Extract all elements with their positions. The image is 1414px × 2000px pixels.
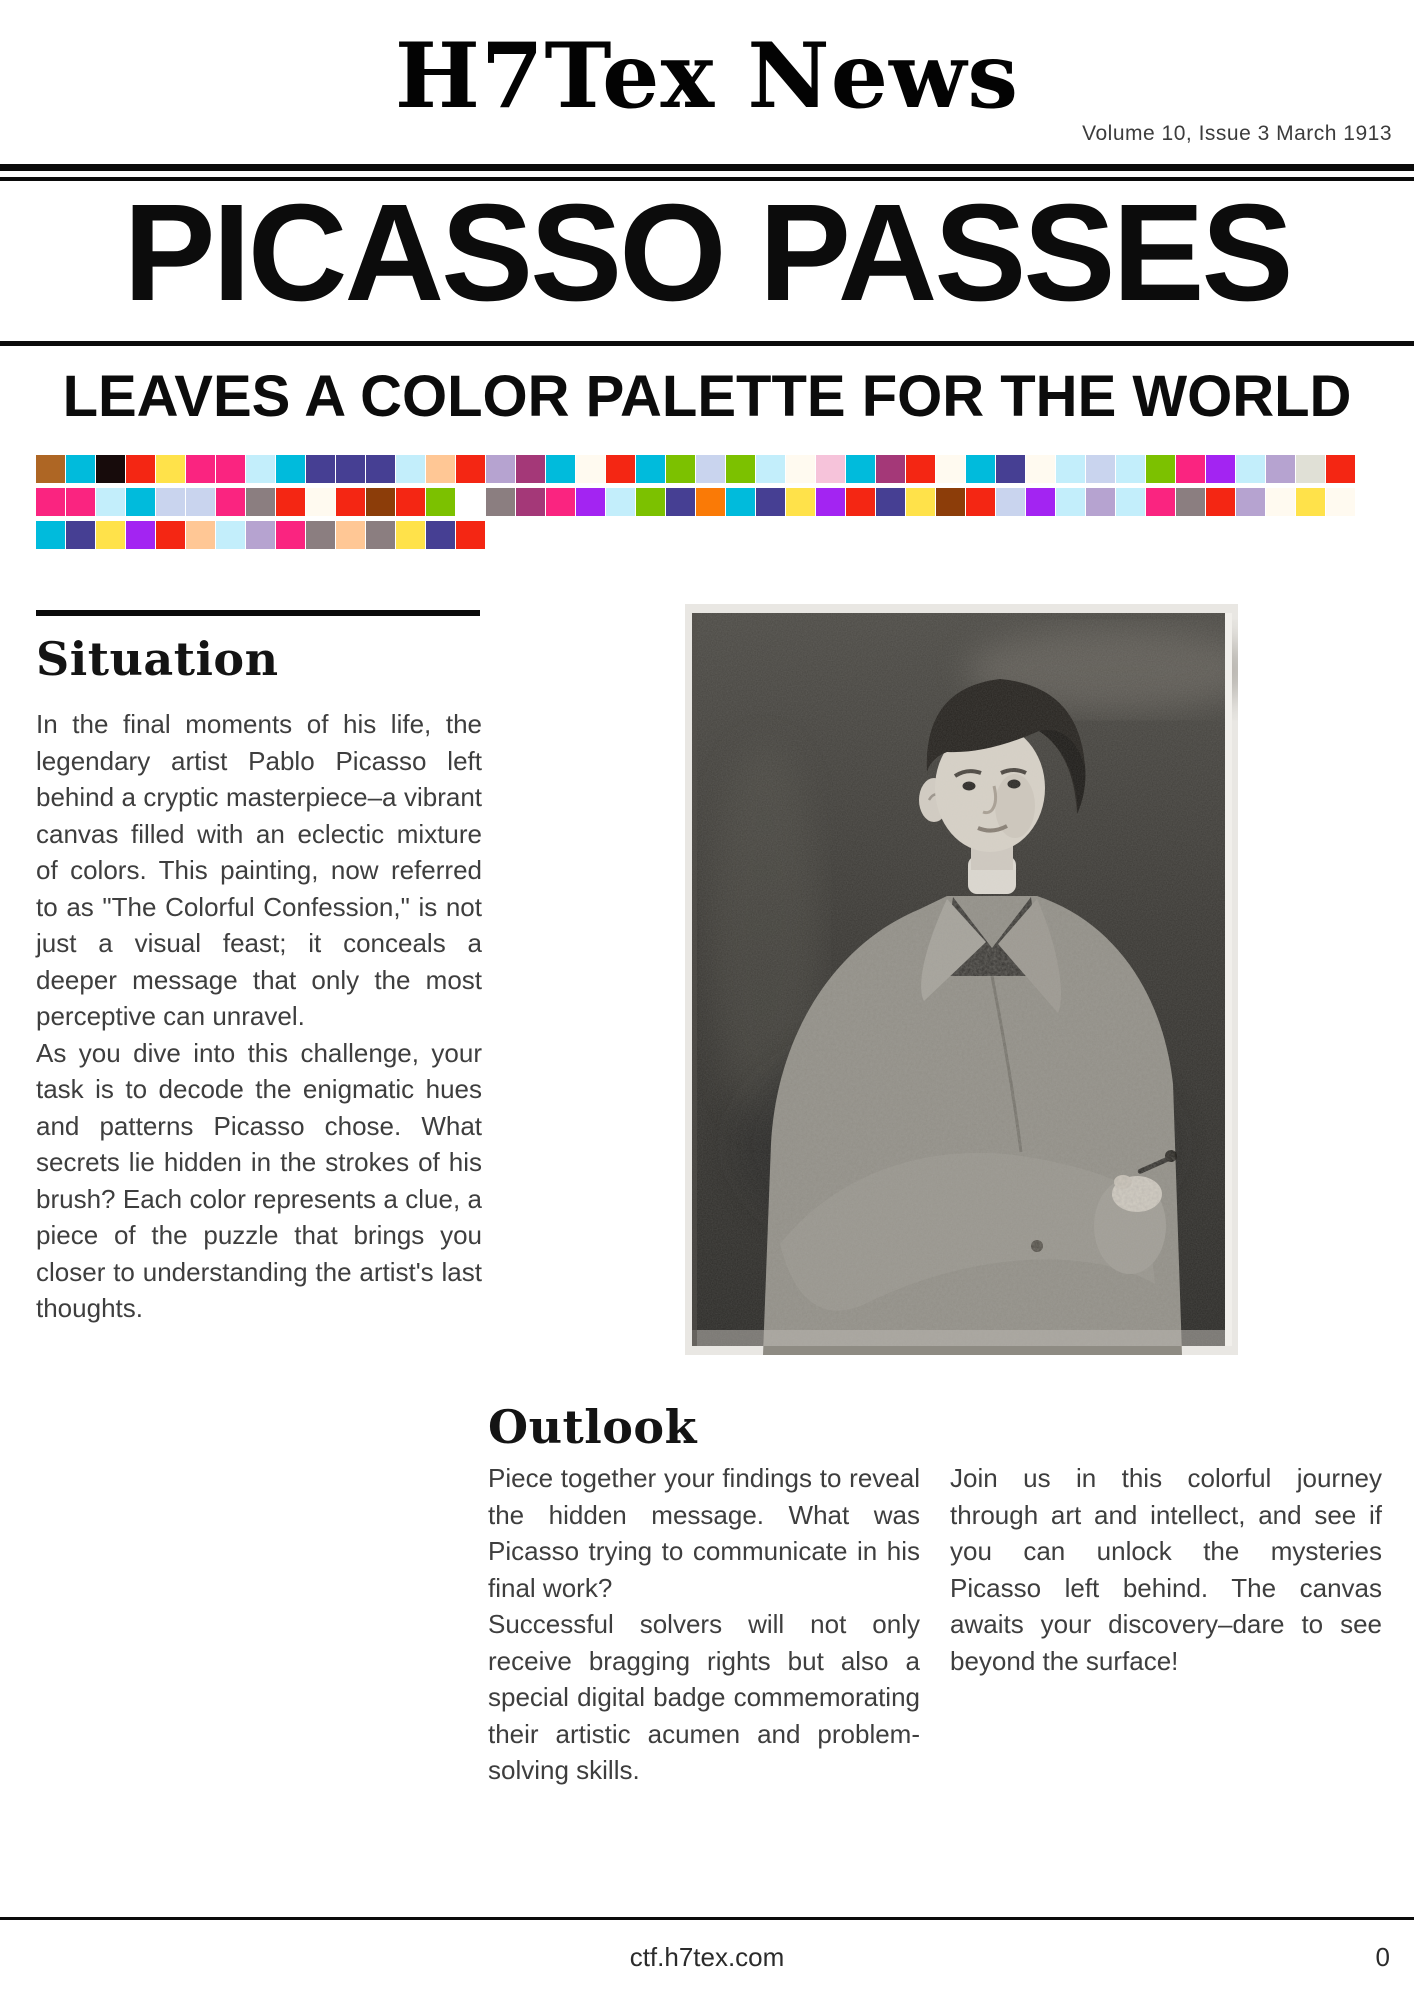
color-block-cyan	[966, 455, 995, 483]
color-block-lilac	[1086, 488, 1115, 516]
color-block-peach	[186, 521, 215, 549]
color-block-lightcyan	[756, 455, 785, 483]
color-block-lilac	[1266, 455, 1295, 483]
color-block-red	[1326, 455, 1355, 483]
color-block-red	[606, 455, 635, 483]
color-block-cream	[1326, 488, 1355, 516]
color-block-sienna	[36, 455, 65, 483]
color-block-indigo	[756, 488, 785, 516]
color-block-indigo	[996, 455, 1025, 483]
color-block-indigo	[66, 521, 95, 549]
color-block-lightcyan	[1236, 455, 1265, 483]
color-block-periwinkle	[996, 488, 1025, 516]
color-strip-row	[36, 488, 1355, 516]
color-block-red	[156, 521, 185, 549]
headline: PICASSO PASSES	[123, 176, 1291, 330]
color-block-lightcyan	[396, 455, 425, 483]
outlook-paragraph: Piece together your findings to reveal the hidden message. What was Picasso trying to communicate in his final work?	[488, 1463, 920, 1603]
color-block-magenta	[216, 488, 245, 516]
color-block-indigo	[876, 488, 905, 516]
color-block-periwinkle	[186, 488, 215, 516]
color-block-red	[126, 455, 155, 483]
color-block-lightgray	[1296, 455, 1325, 483]
color-block-lightcyan	[1056, 488, 1085, 516]
color-block-peach	[426, 455, 455, 483]
color-block-periwinkle	[1086, 455, 1115, 483]
color-block-brown	[936, 488, 965, 516]
color-block-cream	[936, 455, 965, 483]
color-block-yellow	[96, 521, 125, 549]
color-strip	[36, 455, 1355, 554]
color-block-violet	[1206, 455, 1235, 483]
color-block-yellow	[396, 521, 425, 549]
situation-rule	[36, 610, 480, 616]
color-block-cyan	[846, 455, 875, 483]
color-block-green	[1146, 455, 1175, 483]
color-block-peach	[336, 521, 365, 549]
color-block-violet	[1026, 488, 1055, 516]
color-block-cyan	[36, 521, 65, 549]
color-block-magenta	[546, 488, 575, 516]
color-block-cyan	[126, 488, 155, 516]
color-block-magenta	[186, 455, 215, 483]
color-block-red	[846, 488, 875, 516]
color-block-lilac	[486, 455, 515, 483]
color-block-indigo	[426, 521, 455, 549]
color-block-lightcyan	[606, 488, 635, 516]
color-block-magenta	[216, 455, 245, 483]
color-block-red	[336, 488, 365, 516]
color-block-yellow	[1296, 488, 1325, 516]
color-block-cream	[1026, 455, 1055, 483]
color-block-magenta	[276, 521, 305, 549]
footer-page-number: 0	[1375, 1942, 1390, 1972]
masthead-title: H7Tex News	[394, 23, 1020, 129]
outlook-column-1	[488, 1460, 920, 1789]
color-block-magenta	[36, 488, 65, 516]
color-block-violet	[126, 521, 155, 549]
color-block-darkmagenta	[876, 455, 905, 483]
color-block-indigo	[366, 455, 395, 483]
color-block-red	[276, 488, 305, 516]
color-strip-row	[36, 521, 1355, 549]
masthead-rule-thick	[0, 164, 1414, 171]
situation-paragraph: In the final moments of his life, the legendary artist Pablo Picasso left behind a cryptic masterpiece–a vibrant canvas filled with an eclectic mixture of colors. This painting, now referred to as "The Colorful Confession," is not just a visual feast; it conceals a deeper message that only the most perceptive can unravel.	[36, 709, 482, 1031]
subheadline: LEAVES A COLOR PALETTE FOR THE WORLD	[62, 364, 1352, 429]
color-block-lightcyan	[1116, 455, 1145, 483]
color-block-yellow	[156, 455, 185, 483]
color-block-periwinkle	[696, 455, 725, 483]
color-block-red	[456, 521, 485, 549]
color-block-cyan	[546, 455, 575, 483]
color-block-black	[96, 455, 125, 483]
situation-body	[36, 706, 482, 1327]
color-block-pink	[816, 455, 845, 483]
outlook-paragraph: Successful solvers will not only receive bragging rights but also a special digital badge commemorating their artistic acumen and problem-solving skills.	[488, 1609, 920, 1785]
color-block-white	[456, 488, 485, 516]
color-block-red	[966, 488, 995, 516]
color-block-orange	[696, 488, 725, 516]
color-block-darkmagenta	[516, 455, 545, 483]
color-block-yellow	[906, 488, 935, 516]
color-block-indigo	[306, 455, 335, 483]
footer-url: ctf.h7tex.com	[629, 1942, 785, 1972]
color-block-gray	[306, 521, 335, 549]
color-block-lightcyan	[216, 521, 245, 549]
picasso-photo	[685, 604, 1238, 1355]
footer-rule	[0, 1917, 1414, 1920]
outlook-column-2	[950, 1460, 1382, 1789]
color-block-green	[666, 455, 695, 483]
color-block-lightcyan	[96, 488, 125, 516]
situation-paragraph: As you dive into this challenge, your task is to decode the enigmatic hues and patterns Picasso chose. What secrets lie hidden in the strokes of his brush? Each color represents a clue, a piece of the puzzle that brings you closer to understanding the artist's last thoughts.	[36, 1037, 482, 1323]
color-block-indigo	[666, 488, 695, 516]
color-block-yellow	[786, 488, 815, 516]
color-block-brown	[366, 488, 395, 516]
color-block-lilac	[1236, 488, 1265, 516]
color-strip-row	[36, 455, 1355, 483]
color-block-cyan	[66, 455, 95, 483]
color-block-cyan	[726, 488, 755, 516]
color-block-magenta	[66, 488, 95, 516]
outlook-paragraph: Join us in this colorful journey through art and intellect, and see if you can unlock the mysteries Picasso left behind. The canvas awaits your discovery–dare to see beyond the surface!	[950, 1463, 1382, 1676]
color-block-red	[1206, 488, 1235, 516]
color-block-violet	[576, 488, 605, 516]
outlook-columns	[488, 1460, 1382, 1789]
color-block-gray	[486, 488, 515, 516]
color-block-red	[396, 488, 425, 516]
headline-rule	[0, 341, 1414, 346]
color-block-gray	[246, 488, 275, 516]
color-block-gray	[366, 521, 395, 549]
outlook-heading: Outlook	[488, 1400, 697, 1454]
color-block-cyan	[276, 455, 305, 483]
color-block-cream	[576, 455, 605, 483]
color-block-violet	[816, 488, 845, 516]
color-block-cyan	[636, 455, 665, 483]
color-block-gray	[1176, 488, 1205, 516]
color-block-red	[906, 455, 935, 483]
picasso-photo-illustration	[685, 604, 1238, 1355]
issue-line: Volume 10, Issue 3 March 1913	[1082, 122, 1392, 145]
color-block-lightcyan	[246, 455, 275, 483]
color-block-lilac	[246, 521, 275, 549]
color-block-magenta	[1146, 488, 1175, 516]
situation-heading: Situation	[36, 632, 279, 686]
color-block-cream	[306, 488, 335, 516]
color-block-periwinkle	[156, 488, 185, 516]
color-block-magenta	[1176, 455, 1205, 483]
color-block-indigo	[336, 455, 365, 483]
color-block-green	[726, 455, 755, 483]
color-block-red	[456, 455, 485, 483]
color-block-darkmagenta	[516, 488, 545, 516]
color-block-green	[636, 488, 665, 516]
color-block-green	[426, 488, 455, 516]
color-block-cream	[1266, 488, 1295, 516]
color-block-lightcyan	[1056, 455, 1085, 483]
color-block-cream	[786, 455, 815, 483]
color-block-lightcyan	[1116, 488, 1145, 516]
